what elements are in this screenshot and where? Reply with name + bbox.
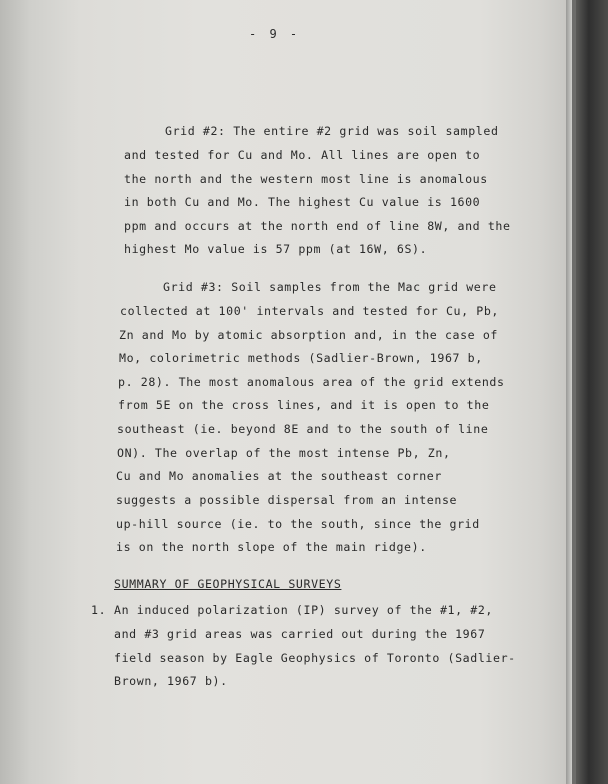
- paragraph-line: Mo, colorimetric methods (Sadlier-Brown, 1967 b,: [119, 351, 483, 365]
- list-item-line: field season by Eagle Geophysics of Toronto (Sadlier-: [114, 651, 516, 665]
- paragraph-line: up-hill source (ie. to the south, since the grid: [116, 517, 480, 531]
- paragraph-line: Cu and Mo anomalies at the southeast corner: [116, 469, 442, 483]
- paragraph-line: and tested for Cu and Mo. All lines are open to: [124, 148, 481, 162]
- paragraph-line: suggests a possible dispersal from an intense: [116, 493, 458, 507]
- binding-shadow: [576, 0, 608, 784]
- paragraph-line: Grid #3: Soil samples from the Mac grid were: [163, 280, 497, 294]
- list-item-line: An induced polarization (IP) survey of the #1, #2,: [114, 603, 494, 617]
- paragraph-line: Grid #2: The entire #2 grid was soil sampled: [165, 124, 499, 138]
- page-number: - 9 -: [249, 27, 301, 41]
- list-item-line: Brown, 1967 b).: [114, 674, 228, 688]
- paragraph-line: is on the north slope of the main ridge).: [116, 540, 427, 554]
- list-item-number: 1.: [91, 603, 107, 617]
- paragraph-line: southeast (ie. beyond 8E and to the south of line: [117, 422, 489, 436]
- paragraph-line: Zn and Mo by atomic absorption and, in the case of: [119, 328, 499, 342]
- paragraph-line: the north and the western most line is anomalous: [124, 172, 488, 186]
- paragraph-line: ppm and occurs at the north end of line 8W, and the: [124, 219, 511, 233]
- paragraph-line: highest Mo value is 57 ppm (at 16W, 6S).: [124, 242, 428, 256]
- paragraph-line: ON). The overlap of the most intense Pb, Zn,: [117, 446, 451, 460]
- section-heading: SUMMARY OF GEOPHYSICAL SURVEYS: [114, 577, 342, 591]
- paragraph-line: in both Cu and Mo. The highest Cu value is 1600: [124, 195, 481, 209]
- paragraph-line: from 5E on the cross lines, and it is open to the: [118, 398, 490, 412]
- list-item-line: and #3 grid areas was carried out during the 1967: [114, 627, 486, 641]
- paragraph-line: p. 28). The most anomalous area of the grid extends: [118, 375, 505, 389]
- paragraph-line: collected at 100' intervals and tested for Cu, Pb,: [120, 304, 500, 318]
